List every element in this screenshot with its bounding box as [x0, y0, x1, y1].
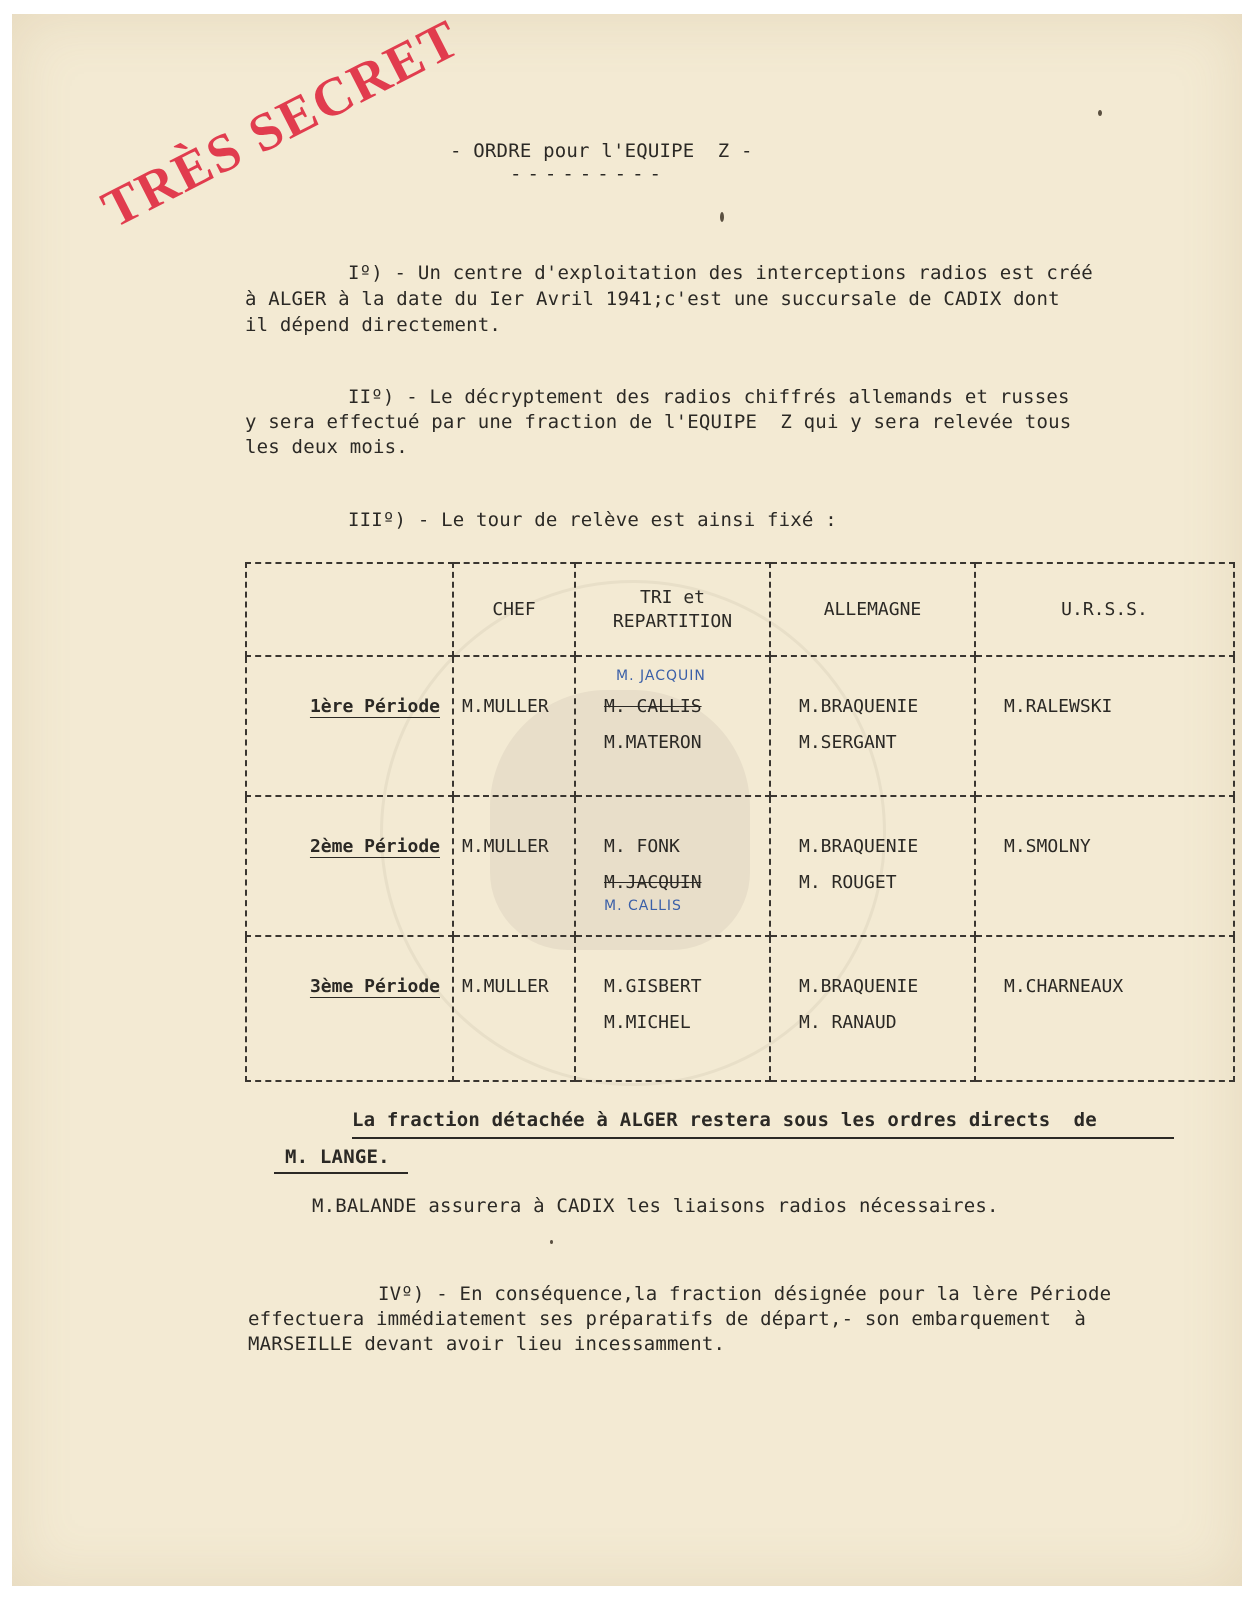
paper-speck	[550, 1240, 553, 1244]
tri-name-2: M.MICHEL	[604, 1011, 691, 1033]
note-line1: La fraction détachée à ALGER restera sous les ordres directs de	[352, 1109, 1097, 1131]
allemagne-name-1: M.BRAQUENIE	[799, 975, 919, 997]
header-tri: TRI et REPARTITION	[575, 563, 770, 656]
allemagne-cell	[770, 796, 975, 936]
allemagne-name-1: M.BRAQUENIE	[799, 696, 919, 718]
note-line2: M. LANGE.	[285, 1146, 390, 1168]
balande-line: M.BALANDE assurera à CADIX les liaisons radios nécessaires.	[312, 1195, 999, 1217]
paper-speck	[1098, 110, 1102, 116]
allemagne-cell	[770, 656, 975, 796]
chef-cell: M.MULLER	[453, 936, 575, 1081]
para1-line1: Iº) - Un centre d'exploitation des interceptions radios est créé	[348, 262, 1093, 284]
period-1-label: 1ère Période	[309, 696, 440, 718]
urss-cell: M.CHARNEAUX	[975, 936, 1234, 1081]
handwritten-correction: M. JACQUIN	[616, 668, 706, 685]
period-2-label: 2ème Période	[309, 836, 440, 858]
note-underline-1	[352, 1137, 1174, 1139]
note-underline-2	[274, 1172, 408, 1174]
urss-cell: M.SMOLNY	[975, 796, 1234, 936]
urss-cell: M.RALEWSKI	[975, 656, 1234, 796]
table-row	[246, 936, 1234, 1081]
period-label	[246, 656, 453, 796]
allemagne-name-2: M.SERGANT	[799, 732, 897, 754]
header-empty	[246, 563, 453, 656]
tri-name-struck: M.JACQUIN	[604, 872, 702, 894]
tri-name: M. FONK	[604, 836, 680, 858]
chef-cell: M.MULLER	[453, 656, 575, 796]
para4-line1: IVº) - En conséquence,la fraction désignée pour la lère Période	[378, 1283, 1112, 1305]
chef-cell: M.MULLER	[453, 796, 575, 936]
para1-line3: il dépend directement.	[245, 314, 502, 336]
header-chef: CHEF	[453, 563, 575, 656]
tri-cell	[575, 656, 770, 796]
tri-name-1: M.GISBERT	[604, 975, 702, 997]
allemagne-name-2: M. ROUGET	[799, 872, 897, 894]
tri-name-struck: M. CALLIS	[604, 696, 702, 718]
paper-speck	[720, 212, 724, 222]
table-header-row	[246, 563, 1234, 656]
header-allemagne: ALLEMAGNE	[770, 563, 975, 656]
para3-line: IIIº) - Le tour de relève est ainsi fixé :	[348, 509, 837, 531]
para2-line1: IIº) - Le décryptement des radios chiffrés allemands et russes	[348, 386, 1070, 408]
allemagne-name-1: M.BRAQUENIE	[799, 836, 919, 858]
relief-schedule-table	[245, 562, 1235, 1082]
table-row	[246, 796, 1234, 936]
para4-line3: MARSEILLE devant avoir lieu incessamment.	[248, 1333, 726, 1355]
allemagne-cell	[770, 936, 975, 1081]
tri-cell	[575, 936, 770, 1081]
para2-line3: les deux mois.	[245, 436, 408, 458]
tri-name: M.MATERON	[604, 732, 702, 754]
period-3-label: 3ème Période	[309, 975, 440, 997]
tres-secret-stamp: TRÈS SECRET	[92, 7, 470, 240]
tri-cell	[575, 796, 770, 936]
period-label	[246, 936, 453, 1081]
title-rule: ---------	[510, 163, 667, 185]
document-title: - ORDRE pour l'EQUIPE Z -	[450, 140, 753, 162]
para4-line2: effectuera immédiatement ses préparatifs de départ,- son embarquement à	[248, 1308, 1087, 1330]
para2-line2: y sera effectué par une fraction de l'EQUIPE Z qui y sera relevée tous	[245, 411, 1072, 433]
handwritten-correction: M. CALLIS	[604, 898, 682, 915]
para1-line2: à ALGER à la date du Ier Avril 1941;c'est une succursale de CADIX dont	[245, 288, 1060, 310]
table-row	[246, 656, 1234, 796]
header-urss: U.R.S.S.	[975, 563, 1234, 656]
period-label	[246, 796, 453, 936]
allemagne-name-2: M. RANAUD	[799, 1011, 897, 1033]
